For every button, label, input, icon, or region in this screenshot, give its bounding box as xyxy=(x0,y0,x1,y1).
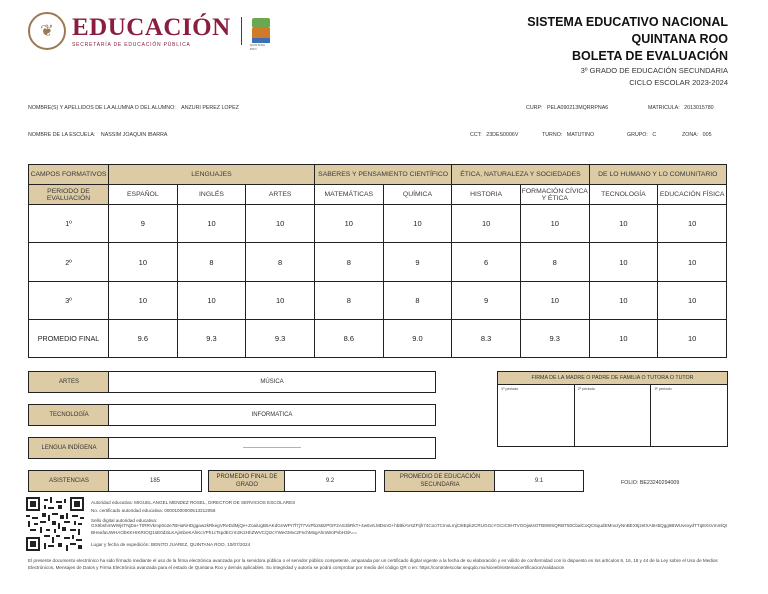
table-row xyxy=(29,320,727,358)
signature-title: FIRMA DE LA MADRE O PADRE DE FAMILIA O TUTORA O TUTOR xyxy=(498,372,727,385)
grade-cell: 8 xyxy=(314,282,383,320)
mexico-seal-icon: ❦ xyxy=(28,12,66,50)
curp-value: PELA090213MQRRPNA6 xyxy=(546,105,609,111)
logo-divider xyxy=(241,17,242,45)
student-name-label: NOMBRE(S) Y APELLIDOS DE LA ALUMNA O DEL ALUMNO: xyxy=(28,105,176,111)
zona-value: 005 xyxy=(702,132,712,138)
subject-header: EDUCACIÓN FÍSICA xyxy=(658,185,727,205)
grade-cell: 8 xyxy=(520,243,589,282)
document-title-block xyxy=(527,14,728,89)
average-cell: 8.3 xyxy=(452,320,521,358)
artes-value: MÚSICA xyxy=(108,371,436,393)
signature-period-3: 3º periodo xyxy=(654,387,672,391)
sep-brand xyxy=(72,15,231,48)
tecnologia-label: TECNOLOGÍA xyxy=(28,404,110,426)
subject-header: ESPAÑOL xyxy=(109,185,178,205)
subject-header: QUÍMICA xyxy=(383,185,452,205)
folio: FOLIO: BE23240294009 xyxy=(621,480,680,486)
cert-seal-value: GX6bshmWWjsTNjDa+TtRRVkmp0o2e7BHaNHDggaw2kRkegVReDdMjQe+ZoaiUgB5AKdGnWPr7f7jT7VxPb2sBzP0rF2AS3bRkT+4w6vrLMDsnG+hbBkAVsZFIjh74CooTCmoLmjC9iEpk2CRUGGcYGCIC8HTVGOjwtsOTB8WSQRBT50CbalCoQC6qudEMnvzyNnBEX6jzetXA5H5Qgg6BWUvexydTTqEKsVmmlQIBHeafaUWHAObKKHrKRIOQ1sE0d3iLKAjimbeKAhKcVPh1cTspdECrm2K2HhZWVCQIzcYWeGMvc2FschMsgAhmWoPvbH3lA== xyxy=(91,523,728,535)
lengua-indigena-label: LENGUA INDÍGENA xyxy=(28,437,110,459)
signature-period-1: 1º periodo xyxy=(498,385,575,446)
grade-level: 3º GRADO DE EDUCACIÓN SECUNDARIA xyxy=(580,66,728,75)
promedio-secundaria-value: 9.1 xyxy=(494,470,584,492)
turno-line xyxy=(542,132,594,138)
grupo-label: GRUPO: xyxy=(627,132,648,138)
average-cell: 9.6 xyxy=(109,320,178,358)
final-average-label: PROMEDIO FINAL xyxy=(29,320,109,358)
cert-seal-label: Sello digital autoridad educativa: xyxy=(91,518,158,523)
period-label: 2º xyxy=(29,243,109,282)
zona-line xyxy=(682,132,712,138)
student-name: ANZURI PEREZ LOPEZ xyxy=(181,105,239,111)
cct-value: 23DES0006V xyxy=(486,132,519,138)
grades-table xyxy=(28,164,727,358)
table-row xyxy=(29,243,727,282)
grade-cell: 8 xyxy=(246,243,315,282)
matricula-label: MATRICULA: xyxy=(648,105,680,111)
title-system: SISTEMA EDUCATIVO NACIONAL xyxy=(527,15,728,29)
grade-cell: 10 xyxy=(314,205,383,243)
grade-cell: 10 xyxy=(589,282,658,320)
grade-cell: 10 xyxy=(177,282,246,320)
field-saberes: SABERES Y PENSAMIENTO CIENTÍFICO xyxy=(314,165,451,185)
grade-cell: 9 xyxy=(383,243,452,282)
promedio-grado-label: PROMEDIO FINAL DE GRADO xyxy=(208,470,286,492)
grade-cell: 10 xyxy=(520,282,589,320)
grade-cell: 10 xyxy=(109,243,178,282)
grade-cell: 6 xyxy=(452,243,521,282)
signature-period-2: 2º periodo xyxy=(575,385,652,446)
grade-cell: 10 xyxy=(383,205,452,243)
period-label: 1º xyxy=(29,205,109,243)
curp-label: CURP: xyxy=(526,105,543,111)
subject-header: HISTORIA xyxy=(452,185,521,205)
grade-cell: 9 xyxy=(109,205,178,243)
title-state: QUINTANA ROO xyxy=(631,32,728,46)
promedio-grado-value: 9.2 xyxy=(284,470,376,492)
subject-header: MATEMÁTICAS xyxy=(314,185,383,205)
average-cell: 9.3 xyxy=(520,320,589,358)
subject-header: ARTES xyxy=(246,185,315,205)
school-cycle: CICLO ESCOLAR 2023-2024 xyxy=(629,78,728,87)
field-lenguajes: LENGUAJES xyxy=(109,165,315,185)
brand-subtitle: SECRETARÍA DE EDUCACIÓN PÚBLICA xyxy=(72,41,191,48)
grade-cell: 10 xyxy=(658,282,727,320)
average-cell: 9.0 xyxy=(383,320,452,358)
grade-cell: 8 xyxy=(177,243,246,282)
grupo-value: C xyxy=(652,132,657,138)
legal-footer: El presente documento electrónico ha sido firmado mediante el uso de la firma electrónica avanzada por la servidora pública o el servidor público competente, amparada por un certificado digital vigente a la fecha de su elaboración y es válido de conformidad con lo dispuesto en los artículos 9, 16, 18 y 44 de la Ley sobre el Uso de Medios Electrónicos, Mensajes de Datos y Firma Electrónica avanzada para el estado de Quintana Roo y demás aplicables. Su integridad y autoría se podrá comprobar por medio del código QR o en: https://controlescolar.seqqdo.mx/siceeb/sistema/certificacion/validacion xyxy=(28,558,718,570)
quintana-roo-logo-icon xyxy=(249,16,272,51)
field-etica: ÉTICA, NATURALEZA Y SOCIEDADES xyxy=(452,165,589,185)
grade-cell: 8 xyxy=(383,282,452,320)
average-cell: 10 xyxy=(589,320,658,358)
lengua-indigena-value: ----------------------------- xyxy=(108,437,436,459)
corner-period-label: PERIODO DE EVALUACIÓN xyxy=(29,185,109,205)
title-document: BOLETA DE EVALUACIÓN xyxy=(571,49,728,63)
grade-cell: 10 xyxy=(589,243,658,282)
school-name: NASSIM JOAQUIN IBARRA xyxy=(100,132,168,138)
table-row xyxy=(29,282,727,320)
grade-cell: 10 xyxy=(246,282,315,320)
average-cell: 9.3 xyxy=(177,320,246,358)
cct-line xyxy=(470,132,518,138)
period-label: 3º xyxy=(29,282,109,320)
subject-header: FORMACIÓN CÍVICA Y ÉTICA xyxy=(520,185,589,205)
school-label: NOMBRE DE LA ESCUELA: xyxy=(28,132,96,138)
grade-cell: 10 xyxy=(589,205,658,243)
asistencias-label: ASISTENCIAS xyxy=(28,470,110,492)
zona-label: ZONA: xyxy=(682,132,699,138)
grade-cell: 8 xyxy=(314,243,383,282)
curp-line xyxy=(526,105,608,111)
tecnologia-value: INFORMATICA xyxy=(108,404,436,426)
artes-label: ARTES xyxy=(28,371,110,393)
corner-fields-label: CAMPOS FORMATIVOS xyxy=(29,165,109,185)
table-row xyxy=(29,205,727,243)
cct-label: CCT: xyxy=(470,132,482,138)
subject-header: INGLÉS xyxy=(177,185,246,205)
turno-value: MATUTINO xyxy=(566,132,595,138)
header-logos xyxy=(28,12,272,50)
matricula-line xyxy=(648,105,714,111)
qr-code-icon xyxy=(26,497,84,551)
grade-cell: 10 xyxy=(177,205,246,243)
grade-cell: 10 xyxy=(658,205,727,243)
grade-cell: 9 xyxy=(452,282,521,320)
field-humano: DE LO HUMANO Y LO COMUNITARIO xyxy=(589,165,726,185)
average-cell: 9.3 xyxy=(246,320,315,358)
cert-number: No. certificado autoridad educativa: 00001000000513312058 xyxy=(91,508,216,513)
average-cell: 8.6 xyxy=(314,320,383,358)
grade-cell: 10 xyxy=(658,243,727,282)
grupo-line xyxy=(627,132,656,138)
grade-cell: 10 xyxy=(520,205,589,243)
grade-cell: 10 xyxy=(452,205,521,243)
state-logo-text: QUINTANA ROO xyxy=(249,43,265,51)
school-line xyxy=(28,132,167,138)
promedio-secundaria-label: PROMEDIO DE EDUCACIÓN SECUNDARIA xyxy=(384,470,496,492)
cert-place-date: Lugar y fecha de expedición: BENITO JUAREZ, QUINTANA ROO, 10/07/2024 xyxy=(91,542,251,547)
average-cell: 10 xyxy=(658,320,727,358)
signature-box xyxy=(497,371,728,447)
brand-title: EDUCACIÓN xyxy=(72,13,231,41)
grade-cell: 10 xyxy=(109,282,178,320)
subject-header: TECNOLOGÍA xyxy=(589,185,658,205)
matricula-value: 2013015780 xyxy=(684,105,714,111)
grade-cell: 10 xyxy=(246,205,315,243)
student-name-line xyxy=(28,105,239,111)
turno-label: TURNO: xyxy=(542,132,563,138)
cert-authority: Autoridad educativa: MIGUEL ANGEL MENDEZ ROSEL, DIRECTOR DE SERVICIOS ESCOLARES xyxy=(91,500,296,505)
asistencias-value: 185 xyxy=(108,470,202,492)
